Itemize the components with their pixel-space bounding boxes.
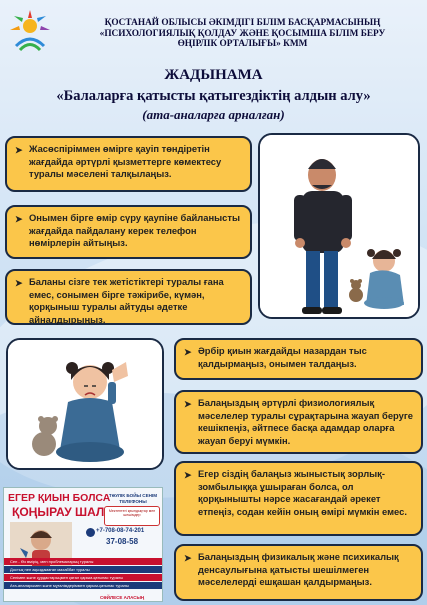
- poster-topic-1: Сен - Өз өмірің, мен проблемаларың туралы: [4, 558, 163, 565]
- sun-people-logo-icon: [10, 10, 50, 50]
- arrow-right-icon: ➤: [15, 278, 23, 288]
- crying-girl-image: [8, 340, 164, 470]
- tip-text: Баланы сізге тек жетістіктері туралы ғана емес, сонымен бірге тәжірибе, күмән, қорқыныш туралы айтуды әдетке айналдырыңыз.: [29, 276, 224, 325]
- tip-text: Балаңыздың әртүрлі физиологиялық мәселелер туралы сұрақтарына жауап беруге кешікпеңіз, әйтпесе басқа адамдар оларға жауап беруі мүмкін.: [198, 397, 413, 446]
- arrow-right-icon: ➤: [15, 214, 23, 224]
- arrow-right-icon: ➤: [184, 470, 192, 480]
- header: [0, 0, 427, 62]
- poster-phone-landline: 37-08-58: [106, 537, 139, 546]
- tip-card: [5, 205, 252, 259]
- poster-title-line1: ЕГЕР ҚИЫН БОЛСА: [8, 492, 111, 504]
- tip-text: Балаңыздың физикалық және психикалық денсаулығына қатысты шешілмеген мәселелерді ешқашан қалдырмаңыз.: [198, 551, 399, 587]
- tip-card: [174, 338, 423, 380]
- organization-logo: [6, 6, 54, 54]
- poster-topic-2: Достық пен ақыздамаған махаббат туралы: [4, 566, 163, 573]
- arrow-right-icon: ➤: [184, 553, 192, 563]
- memo-audience: (ата-аналарға арналған): [142, 107, 285, 122]
- organization-name: [70, 18, 415, 50]
- crying-girl-illustration: [6, 338, 164, 470]
- hotline-poster: [3, 487, 163, 602]
- org-line-1: ҚОСТАНАЙ ОБЛЫСЫ ӘКІМДІГІ БІЛІМ БАСҚАРМАСЫНЫҢ: [104, 18, 381, 28]
- angry-father-image: [260, 135, 420, 319]
- arrow-right-icon: ➤: [184, 399, 192, 409]
- angry-father-illustration: [258, 133, 420, 319]
- tip-card: [174, 461, 423, 536]
- poster-topic-4: Ата-аналарымен және мұғалімдеріммен қарым-қатынас туралы: [4, 582, 163, 589]
- poster-footer: СӨЙЛЕСЕ АЛАСЫҢ: [100, 595, 145, 600]
- tip-card: [5, 269, 252, 325]
- poster-phone-mobile: +7-708-08-74-201: [96, 528, 145, 534]
- org-line-2: «ПСИХОЛОГИЯЛЫҚ ҚОЛДАУ ЖӘНЕ ҚОСЫМША БІЛІМ БЕРУ: [99, 28, 386, 39]
- poster-info-box: Мектептегі қиындықтар мен шешімдер: [104, 506, 160, 526]
- tip-card: [174, 544, 423, 601]
- phone-icon: [86, 528, 95, 537]
- memo-title: ЖАДЫНАМА: [164, 67, 263, 83]
- tip-text: Әрбір қиын жағдайды назардан тыс қалдырмаңыз, онымен талдаңыз.: [198, 345, 367, 369]
- poster-topic-3: Сенімен және құрдастарыңмен қатал қарым-қатынас туралы: [4, 574, 163, 581]
- tip-text: Жасөспіріммен өмірге қауіп төндіретін жағдайда әртүрлі қызметтерге көмектесу туралы мәселені талқылаңыз.: [29, 143, 222, 179]
- poster-title-line2: ҚОҢЫРАУ ШАЛ: [12, 505, 105, 519]
- arrow-right-icon: ➤: [184, 347, 192, 357]
- tip-text: Егер сіздің балаңыз жыныстық зорлық-зомбылыққа ұшыраған болса, ол қорқынышты нәрсе жасағандай әрекет етпеңіз, содан кейін оның өмірі мүмкін емес.: [198, 468, 407, 517]
- memo-subtitle: «Балаларға қатысты қатыгездіктің алдын алу»: [56, 88, 371, 104]
- tip-card: [174, 390, 423, 454]
- tip-card: [5, 136, 252, 192]
- arrow-right-icon: ➤: [15, 145, 23, 155]
- org-line-3: ӨҢІРЛІК ОРТАЛЫҒЫ» КММ: [177, 39, 308, 49]
- tip-text: Онымен бірге өмір сүру қаупіне байланысты жағдайда пайдалану керек телефон нөмірлерін айтыңыз.: [29, 212, 240, 248]
- poster-hotline-label: ТӘУЛІК БОЙЫ СЕНІМ ТЕЛЕФОНЫ: [108, 493, 158, 504]
